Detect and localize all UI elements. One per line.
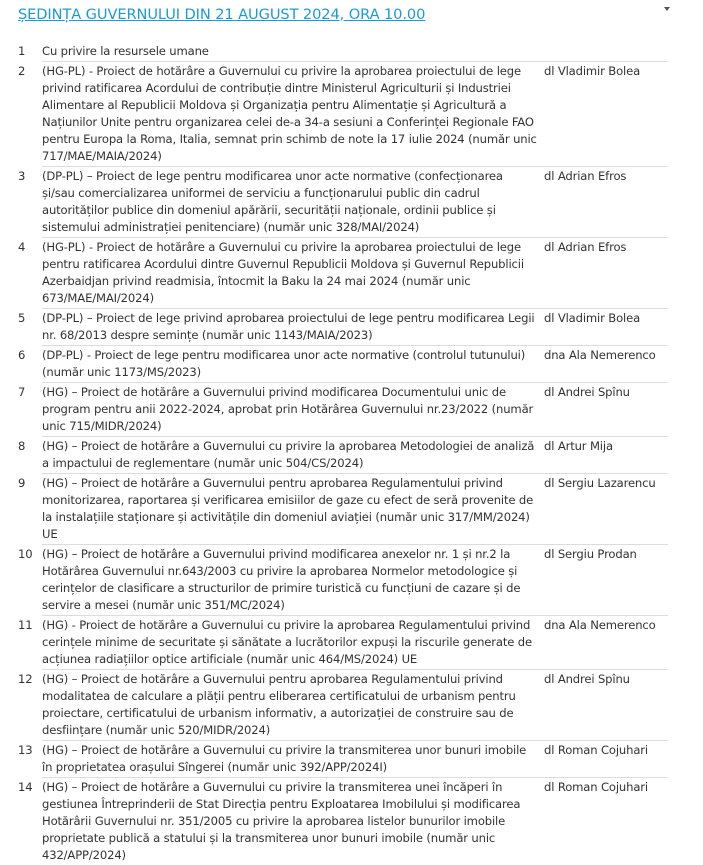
agenda-item-number: 9 — [13, 474, 42, 545]
agenda-item-description: (HG) – Proiect de hotărâre a Guvernului privind modificarea Documentului unic de program pentru anii 2022-2024, aprobat prin Hotărârea Guvernului nr.23/2022 (număr unic 715/MIDR/2024) — [42, 383, 544, 437]
agenda-row — [13, 616, 668, 670]
agenda-item-speaker — [544, 42, 668, 62]
agenda-item-description: Cu privire la resursele umane — [42, 42, 544, 62]
agenda-item-description: (HG) – Proiect de hotărâre a Guvernului pentru aprobarea Regulamentului privind modalitatea de calculare a plății pentru eliberarea certificatului de urbanism pentru proiectare, certificatului de urbanism informativ, a autorizației de construire sau de desființare (număr unic 520/MIDR/2024) — [42, 670, 544, 741]
agenda-row — [13, 437, 668, 474]
agenda-row — [13, 346, 668, 383]
agenda-item-description: (HG) - Proiect de hotărâre a Guvernului cu privire la aprobarea Regulamentului privind cerințele minime de securitate și sănătate a lucrătorilor expuși la riscurile generate de acțiunea radiațiilor optice artificiale (număr unic 464/MS/2024) UE — [42, 616, 544, 670]
agenda-item-speaker: dna Ala Nemerenco — [544, 616, 668, 670]
agenda-item-speaker: dl Roman Cojuhari — [544, 741, 668, 778]
agenda-item-speaker: dl Roman Cojuhari — [544, 778, 668, 865]
agenda-item-number: 8 — [13, 437, 42, 474]
agenda-item-number: 6 — [13, 346, 42, 383]
agenda-item-number: 2 — [13, 62, 42, 167]
agenda-item-description: (DP-PL) – Proiect de lege privind aprobarea proiectului de lege pentru modificarea Legii nr. 68/2013 despre semințe (număr unic 1143/MAIA/2023) — [42, 309, 544, 346]
agenda-item-description: (DP-PL) – Proiect de lege pentru modificarea unor acte normative (confecționarea și/sau comercializarea uniformei de serviciu a funcționarului public din cadrul autorităților publice din domeniul apărării, securității naționale, ordinii publice și sistemului administrației penitenciare) (număr unic 328/MAI/2024) — [42, 167, 544, 238]
agenda-item-number: 3 — [13, 167, 42, 238]
agenda-item-speaker: dl Adrian Efros — [544, 167, 668, 238]
agenda-item-number: 14 — [13, 778, 42, 865]
agenda-item-speaker: dl Andrei Spînu — [544, 670, 668, 741]
session-header[interactable] — [0, 0, 703, 28]
agenda-item-speaker: dl Andrei Spînu — [544, 383, 668, 437]
agenda-item-description: (HG-PL) - Proiect de hotărâre a Guvernului cu privire la aprobarea proiectului de lege privind ratificarea Acordului de contribuție dintre Ministerul Agriculturii și Industriei Alimentare al Republicii Moldova și Organizația pentru Alimentație și Agricultură a Națiunilor Unite pentru organizarea celei de-a 34-a sesiuni a Conferinței Regionale FAO pentru Europa la Roma, Italia, semnat prin schimb de note la 17 iulie 2024 (număr unic 717/MAE/MAIA/2024) — [42, 62, 544, 167]
agenda-item-speaker: dl Adrian Efros — [544, 238, 668, 309]
agenda-row — [13, 474, 668, 545]
agenda-item-speaker: dna Ala Nemerenco — [544, 346, 668, 383]
agenda-item-speaker: dl Vladimir Bolea — [544, 62, 668, 167]
agenda-item-number: 1 — [13, 42, 42, 62]
agenda-row — [13, 42, 668, 62]
agenda-item-number: 5 — [13, 309, 42, 346]
agenda-item-description: (HG) – Proiect de hotărâre a Guvernului pentru aprobarea Regulamentului privind monitorizarea, raportarea și verificarea emisiilor de gaze cu efect de seră provenite de la instalațiile staționare și activitățile din domeniul aviației (număr unic 317/MM/2024) UE — [42, 474, 544, 545]
agenda-item-speaker: dl Sergiu Prodan — [544, 545, 668, 616]
agenda-row — [13, 309, 668, 346]
agenda-item-number: 13 — [13, 741, 42, 778]
agenda-item-description: (HG) – Proiect de hotărâre a Guvernului cu privire la transmiterea unor bunuri imobile în proprietatea orașului Sîngerei (număr unic 392/APP/2024I) — [42, 741, 544, 778]
agenda-item-number: 4 — [13, 238, 42, 309]
agenda-row — [13, 62, 668, 167]
agenda-item-description: (DP-PL) - Proiect de lege pentru modificarea unor acte normative (controlul tutunului) (număr unic 1173/MS/2023) — [42, 346, 544, 383]
agenda-item-number: 12 — [13, 670, 42, 741]
agenda-row — [13, 778, 668, 865]
agenda-row — [13, 670, 668, 741]
agenda-item-speaker: dl Vladimir Bolea — [544, 309, 668, 346]
agenda-item-number: 11 — [13, 616, 42, 670]
agenda-table — [13, 42, 668, 865]
agenda-item-description: (HG) – Proiect de hotărâre a Guvernului privind modificarea anexelor nr. 1 și nr.2 la Hotărârea Guvernului nr.643/2003 cu privire la aprobarea Normelor metodologice și cerințelor de clasificare a structurilor de primire turistică cu funcțiuni de cazare și de servire a mesei (număr unic 351/MC/2024) — [42, 545, 544, 616]
agenda-row — [13, 238, 668, 309]
agenda-item-description: (HG) – Proiect de hotărâre a Guvernului cu privire la transmiterea unei încăperi în gestiunea Întreprinderii de Stat Direcția pentru Exploatarea Imobilului și modificarea Hotărârii Guvernului nr. 351/2005 cu privire la aprobarea listelor bunurilor imobile proprietate publică a statului și la transmiterea unor bunuri imobile (număr unic 432/APP/2024) — [42, 778, 544, 865]
agenda-item-number: 7 — [13, 383, 42, 437]
agenda-row — [13, 167, 668, 238]
caret-down-icon[interactable] — [664, 7, 670, 11]
agenda-row — [13, 741, 668, 778]
agenda-item-speaker: dl Sergiu Lazarencu — [544, 474, 668, 545]
agenda-row — [13, 545, 668, 616]
agenda-row — [13, 383, 668, 437]
agenda-item-description: (HG) – Proiect de hotărâre a Guvernului cu privire la aprobarea Metodologiei de analiză a impactului de reglementare (număr unic 504/CS/2024) — [42, 437, 544, 474]
session-title-link[interactable]: ȘEDINȚA GUVERNULUI DIN 21 AUGUST 2024, ORA 10.00 — [18, 6, 425, 23]
agenda-item-description: (HG-PL) - Proiect de hotărâre a Guvernului cu privire la aprobarea proiectului de lege pentru ratificarea Acordului dintre Guvernul Republicii Moldova și Guvernul Republicii Azerbaidjan privind readmisia, întocmit la Baku la 24 mai 2024 (număr unic 673/MAE/MAI/2024) — [42, 238, 544, 309]
agenda-item-speaker: dl Artur Mija — [544, 437, 668, 474]
agenda-item-number: 10 — [13, 545, 42, 616]
